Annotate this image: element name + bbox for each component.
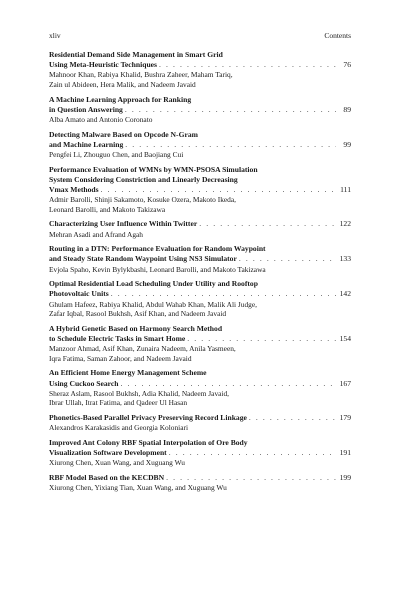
toc-entry[interactable] [49, 130, 351, 160]
toc-entry[interactable] [49, 438, 351, 468]
entry-title-last-line [49, 254, 351, 264]
entry-authors-line: Pengfei Li, Zhouguo Chen, and Baojiang Cui [49, 150, 184, 159]
dot-leader [120, 379, 336, 389]
entry-page-number: 167 [339, 378, 351, 388]
entry-page-number: 154 [339, 333, 351, 343]
entry-authors-line: Mehran Asadi and Afrand Agah [49, 229, 144, 239]
entry-page-number: 179 [339, 412, 351, 422]
entry-title-last-line [49, 60, 351, 70]
running-title: Contents [324, 31, 351, 40]
entry-title-line: Optimal Residential Load Scheduling Under Utility and Rooftop [49, 279, 258, 289]
dot-leader [111, 289, 336, 299]
entry-authors-line: Ghulam Hafeez, Rabiya Khalid, Abdul Wahab Khan, Malik Ali Judge, [49, 299, 258, 309]
toc-entry[interactable] [49, 413, 351, 433]
entry-title-last-line [49, 413, 351, 423]
toc-entry[interactable] [49, 50, 351, 90]
entry-title-last-line [49, 379, 351, 389]
entry-title-text: Visualization Software Development [49, 447, 167, 457]
page-number: xliv [49, 31, 61, 40]
toc-entry[interactable] [49, 279, 351, 319]
entry-title-text: Vmax Methods [49, 185, 99, 194]
entry-page-number: 122 [339, 219, 351, 229]
entry-authors-line: Xiurong Chen, Xuan Wang, and Xuguang Wu [49, 458, 185, 468]
entry-title-last-line [49, 140, 351, 150]
entry-authors-line: Leonard Barolli, and Makoto Takizawa [49, 204, 166, 214]
entry-authors-line: Admir Barolli, Shinji Sakamoto, Kosuke Ozera, Makoto Ikeda, [49, 195, 236, 205]
toc-entry[interactable] [49, 219, 351, 239]
entry-title-last-line [49, 219, 351, 229]
entry-title-line: An Efficient Home Energy Management Scheme [49, 368, 207, 378]
entry-authors-line: Alexandros Karakasidis and Georgia Koloniari [49, 423, 189, 433]
entry-page-number: 76 [343, 60, 351, 70]
toc-entry[interactable] [49, 95, 351, 125]
toc-entry[interactable] [49, 324, 351, 364]
entry-page-number: 99 [343, 139, 351, 149]
entry-page-number: 199 [339, 472, 351, 482]
entry-title-line: Performance Evaluation of WMNs by WMN-PSOSA Simulation [49, 164, 258, 174]
entry-authors-line: Mahnoor Khan, Rabiya Khalid, Bushra Zaheer, Maham Tariq, [49, 70, 233, 80]
entry-authors-line: Evjola Spaho, Kevin Bylykbashi, Leonard Barolli, and Makoto Takizawa [49, 264, 266, 274]
entry-title-text: and Machine Learning [49, 139, 124, 149]
entry-title-last-line [49, 105, 351, 115]
entry-title-last-line [49, 448, 351, 458]
entry-authors-line: Iqra Fatima, Saman Zahoor, and Nadeem Javaid [49, 353, 192, 363]
toc-entry[interactable] [49, 473, 351, 493]
toc-entry[interactable] [49, 244, 351, 274]
entry-authors-line: Sheraz Aslam, Rasool Bukhsh, Adia Khalid, Nadeem Javaid, [49, 388, 230, 398]
toc-entry[interactable] [49, 368, 351, 408]
entry-title-line: System Considering Constriction and Linearly Decreasing [49, 174, 238, 184]
entry-title-text: Using Meta-Heuristic Techniques [49, 60, 158, 70]
entry-page-number: 191 [339, 447, 351, 457]
dot-leader [125, 140, 336, 150]
entry-title-text: Using Cuckoo Search [49, 378, 119, 388]
entry-title-text: Photovoltaic Units [49, 289, 109, 299]
entry-title-line: Detecting Malware Based on Opcode N-Gram [49, 129, 198, 139]
table-of-contents [49, 50, 351, 498]
entry-title-line: Routing in a DTN: Performance Evaluation for Random Waypoint [49, 244, 266, 254]
dot-leader [166, 473, 336, 483]
entry-authors-line: Alba Amato and Antonio Coronato [49, 115, 153, 124]
entry-title-last-line [49, 289, 351, 299]
entry-title-text: RBF Model Based on the KECDBN [49, 472, 165, 482]
entry-title-last-line [49, 473, 351, 483]
dot-leader [125, 105, 336, 115]
entry-title-text: and Steady State Random Waypoint Using NS3 Simulator [49, 254, 237, 264]
dot-leader [169, 448, 336, 458]
entry-title-line: A Machine Learning Approach for Ranking [49, 94, 192, 104]
entry-title-text: Phonetics-Based Parallel Privacy Preserving Record Linkage [49, 412, 247, 422]
entry-title-line: Improved Ant Colony RBF Spatial Interpolation of Ore Body [49, 437, 248, 447]
entry-title-text: Characterizing User Influence Within Twitter [49, 219, 198, 229]
dot-leader [249, 413, 336, 423]
entry-authors-line: Zain ul Abideen, Hera Malik, and Nadeem Javaid [49, 80, 196, 89]
dot-leader [101, 185, 336, 195]
entry-title-line: A Hybrid Genetic Based on Harmony Search Method [49, 323, 223, 333]
entry-authors-line: Ibrar Ullah, Itrat Fatima, and Qadeer Ul Hasan [49, 398, 188, 408]
dot-leader [239, 254, 336, 264]
entry-title-line: Residential Demand Side Management in Smart Grid [49, 50, 223, 59]
toc-entry[interactable] [49, 165, 351, 215]
entry-authors-line: Zafar Iqbal, Rasool Bukhsh, Asif Khan, and Nadeem Javaid [49, 309, 227, 319]
entry-authors-line: Manzoor Ahmad, Asif Khan, Zunaira Nadeem, Anila Yasmeen, [49, 344, 236, 354]
entry-page-number: 89 [343, 104, 351, 114]
entry-title-text: in Question Answering [49, 104, 123, 114]
entry-page-number: 142 [339, 289, 351, 299]
entry-title-text: to Schedule Electric Tasks in Smart Home [49, 333, 186, 343]
entry-authors-line: Xiurong Chen, Yixiang Tian, Xuan Wang, and Xuguang Wu [49, 482, 227, 492]
entry-page-number: 133 [339, 254, 351, 264]
entry-title-last-line [49, 185, 351, 195]
entry-title-last-line [49, 334, 351, 344]
dot-leader [199, 219, 336, 229]
dot-leader [187, 334, 336, 344]
dot-leader [159, 60, 336, 70]
running-head [49, 31, 351, 41]
entry-page-number: 111 [340, 185, 351, 194]
